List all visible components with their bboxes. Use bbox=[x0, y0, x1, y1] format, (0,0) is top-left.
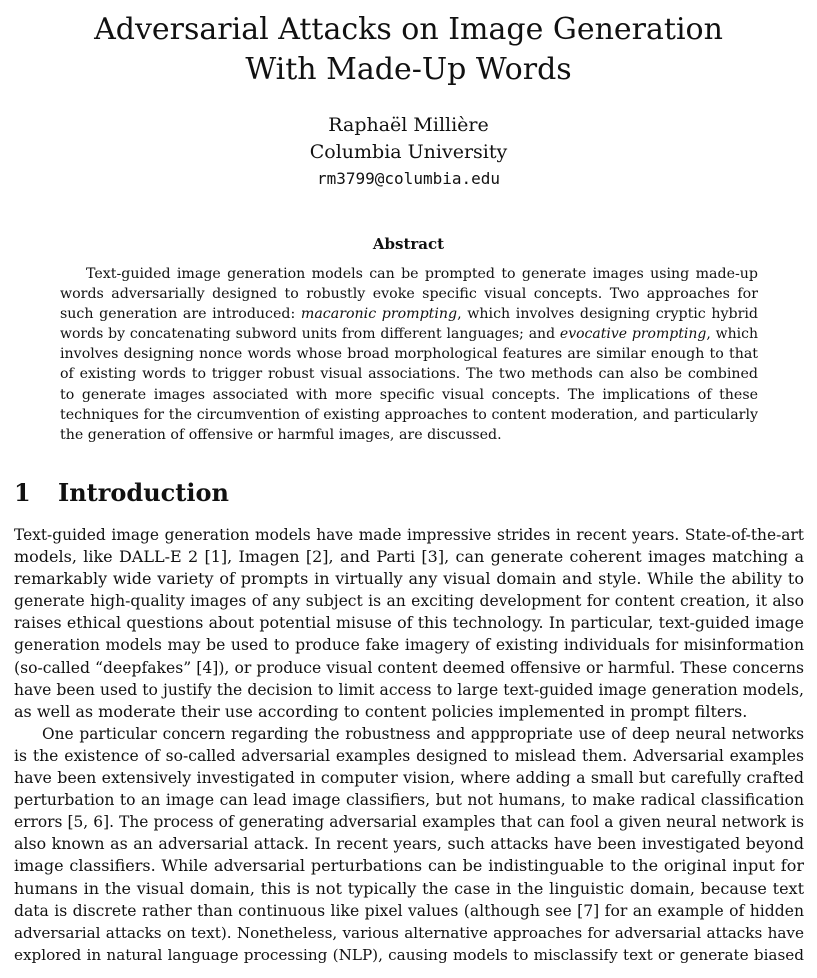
title-line: Adversarial Attacks on Image Generation bbox=[94, 12, 723, 47]
body-line: have been used to justify the decision to limit access to large text-guided image generation models, bbox=[14, 680, 804, 699]
body-line: as well as moderate their use according to content policies implemented in prompt filters. bbox=[14, 701, 748, 721]
body-line: also known as an adversarial attack. In recent years, such attacks have been investigated beyond bbox=[14, 834, 804, 854]
section-number: 1 bbox=[14, 478, 31, 507]
section-title: Introduction bbox=[58, 478, 229, 507]
abstract-line: of existing words to trigger robust visual associations. The two methods can also be combined bbox=[60, 366, 758, 383]
abstract-line: techniques for the circumvention of existing approaches to content moderation, and particularly bbox=[60, 406, 758, 423]
abstract-line: words by concatenating subword units from different languages; and evocative prompting, which bbox=[60, 326, 758, 343]
author-name: Raphaël Millière bbox=[328, 114, 489, 136]
section-heading bbox=[14, 476, 229, 510]
abstract-line: words adversarially designed to robustly evoke specific visual concepts. Two approaches for bbox=[60, 286, 758, 303]
author-affiliation: Columbia University bbox=[309, 141, 508, 163]
body-line: remarkably wide variety of prompts in virtually any visual domain and style. While the ability to bbox=[14, 569, 804, 589]
body-line: is the existence of so-called adversarial examples designed to mislead them. Adversarial examples bbox=[14, 746, 804, 765]
body-line: Text-guided image generation models have made impressive strides in recent years. State-of-the-art bbox=[14, 526, 804, 544]
body-line: models, like DALL-E 2 [1], Imagen [2], and Parti [3], can generate coherent images matching a bbox=[14, 547, 804, 567]
body-line: perturbation to an image can lead image classifiers, but not humans, to make radical classification bbox=[14, 791, 804, 810]
abstract-heading: Abstract bbox=[372, 235, 445, 253]
abstract-body bbox=[60, 264, 758, 445]
body-line: errors [5, 6]. The process of generating adversarial examples that can fool a given neural network is bbox=[14, 813, 804, 832]
body-line: adversarial attacks on text). Nonetheless, various alternative approaches for adversarial attacks have bbox=[14, 923, 804, 942]
abstract-line: such generation are introduced: macaronic prompting, which involves designing cryptic hybrid bbox=[60, 306, 758, 323]
abstract-line: to generate images associated with more specific visual concepts. The implications of these bbox=[60, 386, 758, 403]
body-line: generate high-quality images of any subject is an exciting development for content creation, it also bbox=[14, 592, 804, 611]
body-line: image classifiers. While adversarial perturbations can be indistinguable to the original input for bbox=[14, 856, 804, 876]
introduction-body bbox=[14, 524, 804, 966]
body-line: humans in the visual domain, this is not typically the case in the linguistic domain, because text bbox=[14, 878, 804, 898]
body-line: have been extensively investigated in computer vision, where adding a small but carefully crafted bbox=[14, 768, 804, 788]
author-email: rm3799@columbia.edu bbox=[316, 169, 501, 188]
body-line: explored in natural language processing (NLP), causing models to misclassify text or generate biased bbox=[14, 945, 804, 964]
paper-title bbox=[0, 10, 817, 90]
body-line: One particular concern regarding the robustness and apppropriate use of deep neural networks bbox=[42, 724, 804, 743]
body-line: raises ethical questions about potential misuse of this technology. In particular, text-guided image bbox=[14, 613, 804, 633]
title-line: With Made-Up Words bbox=[245, 52, 572, 87]
abstract-line: Text-guided image generation models can be prompted to generate images using made-up bbox=[86, 266, 758, 282]
author-block bbox=[0, 112, 817, 191]
body-line: generation models may be used to produce fake imagery of existing individuals for misinformation bbox=[14, 636, 804, 655]
body-line: data is discrete rather than continuous like pixel values (although see [7] for an example of hidden bbox=[14, 901, 804, 920]
abstract-line: the generation of offensive or harmful images, are discussed. bbox=[60, 426, 502, 443]
body-line: (so-called “deepfakes” [4]), or produce visual content deemed offensive or harmful. These concerns bbox=[14, 658, 804, 677]
abstract-line: involves designing nonce words whose broad morphological features are similar enough to that bbox=[60, 346, 758, 363]
